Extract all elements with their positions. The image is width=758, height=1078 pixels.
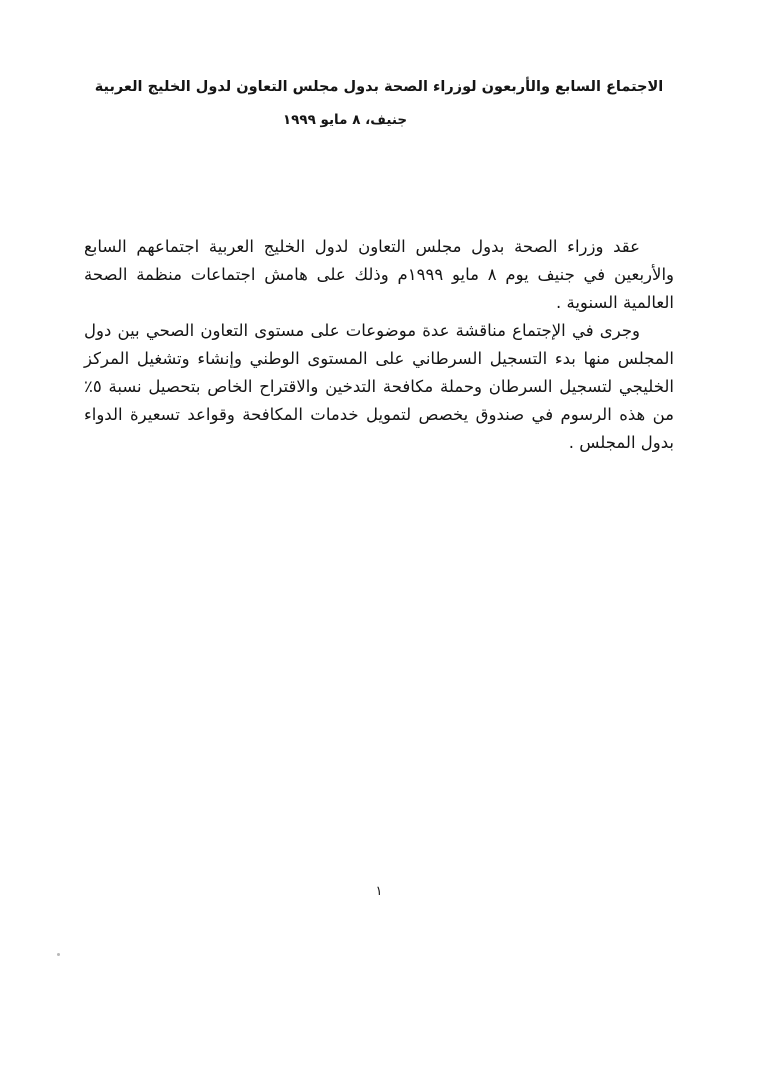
document-body <box>84 233 674 457</box>
body-paragraph-2: وجرى في الإجتماع مناقشة عدة موضوعات على مستوى التعاون الصحي بين دول المجلس منها بدء التسجيل السرطاني على المستوى الوطني وإنشاء وتشغيل المركز الخليجي لتسجيل السرطان وحملة مكافحة التدخين والاقتراح الخاص بتحصيل نسبة ٥٪ من هذه الرسوم في صندوق يخصص لتمويل خدمات المكافحة وقواعد تسعيرة الدواء بدول المجلس . <box>84 321 674 452</box>
document-date-line: جنيف، ٨ مايو ١٩٩٩ <box>282 112 408 128</box>
page-number: ١ <box>375 884 383 899</box>
document-title: الاجتماع السابع والأربعون لوزراء الصحة بدول مجلس التعاون لدول الخليج العربية <box>94 79 664 95</box>
body-paragraph-1: عقد وزراء الصحة بدول مجلس التعاون لدول الخليج العربية اجتماعهم السابع والأربعين في جنيف يوم ٨ مايو ١٩٩٩م وذلك على هامش اجتماعات منظمة الصحة العالمية السنوية . <box>84 237 674 312</box>
scan-artifact-dot <box>57 953 60 956</box>
document-header <box>0 76 758 128</box>
